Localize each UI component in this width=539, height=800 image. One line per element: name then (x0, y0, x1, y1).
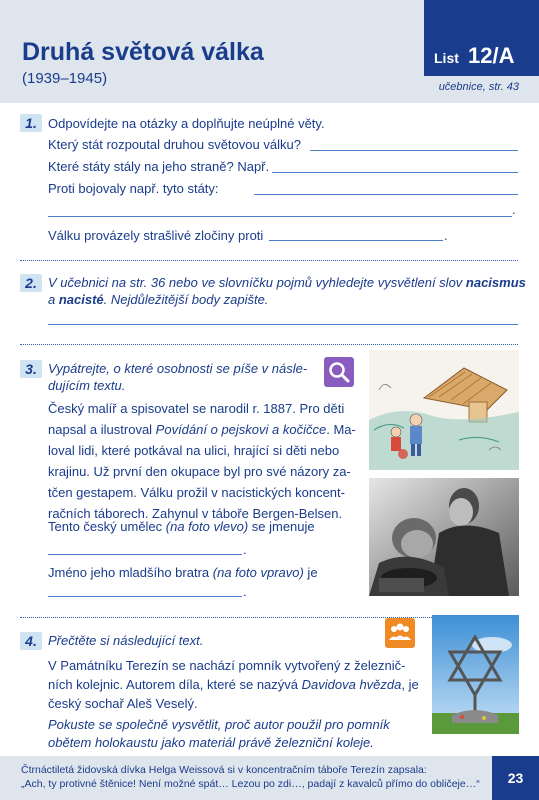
q1-line2-text: Které státy stály na jeho straně? Např. (48, 159, 270, 174)
q2-answer-field[interactable] (48, 324, 518, 325)
q3-paragraph-line2 (48, 419, 356, 440)
q3-ask1c: se jmenuje (248, 519, 315, 534)
q3-ask1b: (na foto vlevo) (165, 519, 249, 534)
q4-instruction: Přečtěte si následující text. (48, 633, 204, 648)
q4-paragraph-line5: obětem holokaustu jako materiál právě železniční koleje. (48, 735, 374, 750)
q4-paragraph-line4: Pokuste se společně vysvětlit, proč autor použil pro pomník (48, 717, 390, 732)
q2-term-nacismus: nacismus (465, 275, 526, 290)
q3-ask1a: Tento český umělec (48, 519, 166, 534)
section-divider (20, 344, 518, 345)
q3-ask2a: Jméno jeho mladšího bratra (48, 565, 213, 580)
q3-ask2c: je (303, 565, 318, 580)
q3-question2 (48, 562, 318, 583)
q2-text-b: a (48, 292, 59, 307)
q1-answer1-field[interactable] (310, 150, 518, 151)
q3-paragraph-line6: račních táborech. Zahynul v táboře Bergen-Belsen. (48, 506, 343, 521)
q2-text-line2 (48, 289, 268, 310)
q4-paragraph-line2 (48, 674, 419, 695)
q1-line1-text: Který stát rozpoutal druhou světovou válku? (48, 137, 301, 152)
question-4-number: 4. (20, 632, 42, 650)
q3-paragraph-line3: loval lidi, které potkával na ulici, hrající si děti nebo (48, 443, 340, 458)
q4-paragraph-line1: V Památníku Terezín se nachází pomník vytvořený z železnič- (48, 658, 406, 673)
q2-text-a: V učebnici na str. 36 nebo ve slovníčku pojmů vyhledejte vysvětlení slov (48, 275, 466, 290)
q1-instruction: Odpovídejte na otázky a doplňujte neúplné věty. (48, 116, 325, 131)
q1-answer5-field[interactable] (269, 240, 443, 241)
page-number: 23 (492, 756, 539, 800)
page-title: Druhá světová válka (22, 38, 264, 66)
star-of-david-monument-photo (432, 615, 519, 734)
q3-paragraph-line1: Český malíř a spisovatel se narodil r. 1887. Pro děti (48, 401, 345, 416)
question-2-number: 2. (20, 274, 42, 292)
q3-p2c: . Ma- (326, 422, 356, 437)
question-1-number: 1. (20, 114, 42, 132)
question-3-number: 3. (20, 360, 42, 378)
q3-question1 (48, 516, 315, 537)
q3-ask2b: (na foto vpravo) (212, 565, 304, 580)
textbook-reference: učebnice, str. 43 (438, 81, 519, 93)
q1-line3-text: Proti bojovaly např. tyto státy: (48, 181, 219, 196)
q3-instruction-line2: dujícím textu. (48, 378, 126, 393)
footer-quote-intro: Čtrnáctiletá židovská dívka Helga Weissová si v koncentračním táboře Terezín zapsala: (21, 764, 427, 776)
footer-quote: „Ach, ty protivné štěnice! Není možné spát… Lezou po zdi…, padají z kavalců přímo do obličeje…“ (21, 778, 480, 790)
q3-ask2-period: . (243, 584, 247, 599)
q1-answer2-field[interactable] (272, 172, 518, 173)
q4-p2c: , je (401, 677, 419, 692)
q1-answer3-field[interactable] (254, 194, 518, 195)
list-label: List (434, 50, 459, 66)
q1-line5-text: Válku provázely strašlivé zločiny proti (48, 228, 264, 243)
q3-answer1-field[interactable] (48, 554, 242, 555)
q2-term-naciste: nacisté (58, 292, 104, 307)
book-title: Povídání o pejskovi a kočičce (155, 422, 327, 437)
group-icon (385, 618, 415, 648)
q3-instruction-line1: Vypátrejte, o které osobnosti se píše v násle- (48, 361, 308, 376)
page-footer (0, 756, 539, 800)
q4-paragraph-line3: český sochař Aleš Veselý. (48, 696, 198, 711)
q1-line4-period: . (512, 202, 516, 217)
q2-text-c: . Nejdůležitější body zapište. (103, 292, 269, 307)
portrait-photo (369, 478, 519, 596)
worksheet-number-box (424, 0, 539, 76)
q3-ask1-period: . (243, 542, 247, 557)
q1-answer4-field[interactable] (48, 216, 512, 217)
q3-paragraph-line5: tčen gestapem. Válku prožil v nacistických koncent- (48, 485, 345, 500)
monument-name: Davidova hvězda (301, 677, 402, 692)
page-subtitle: (1939–1945) (22, 70, 108, 87)
section-divider (20, 260, 518, 261)
magnifier-icon (324, 357, 354, 387)
q3-p2a: napsal a ilustroval (48, 422, 156, 437)
q1-line5-period: . (444, 228, 448, 243)
childrens-drawing-image (369, 350, 519, 470)
q3-answer2-field[interactable] (48, 596, 242, 597)
q4-p2a: ních kolejnic. Autorem díla, které se nazývá (48, 677, 302, 692)
q3-paragraph-line4: krajinu. Už první den okupace byl pro své názory za- (48, 464, 351, 479)
list-number: 12/A (468, 43, 515, 68)
